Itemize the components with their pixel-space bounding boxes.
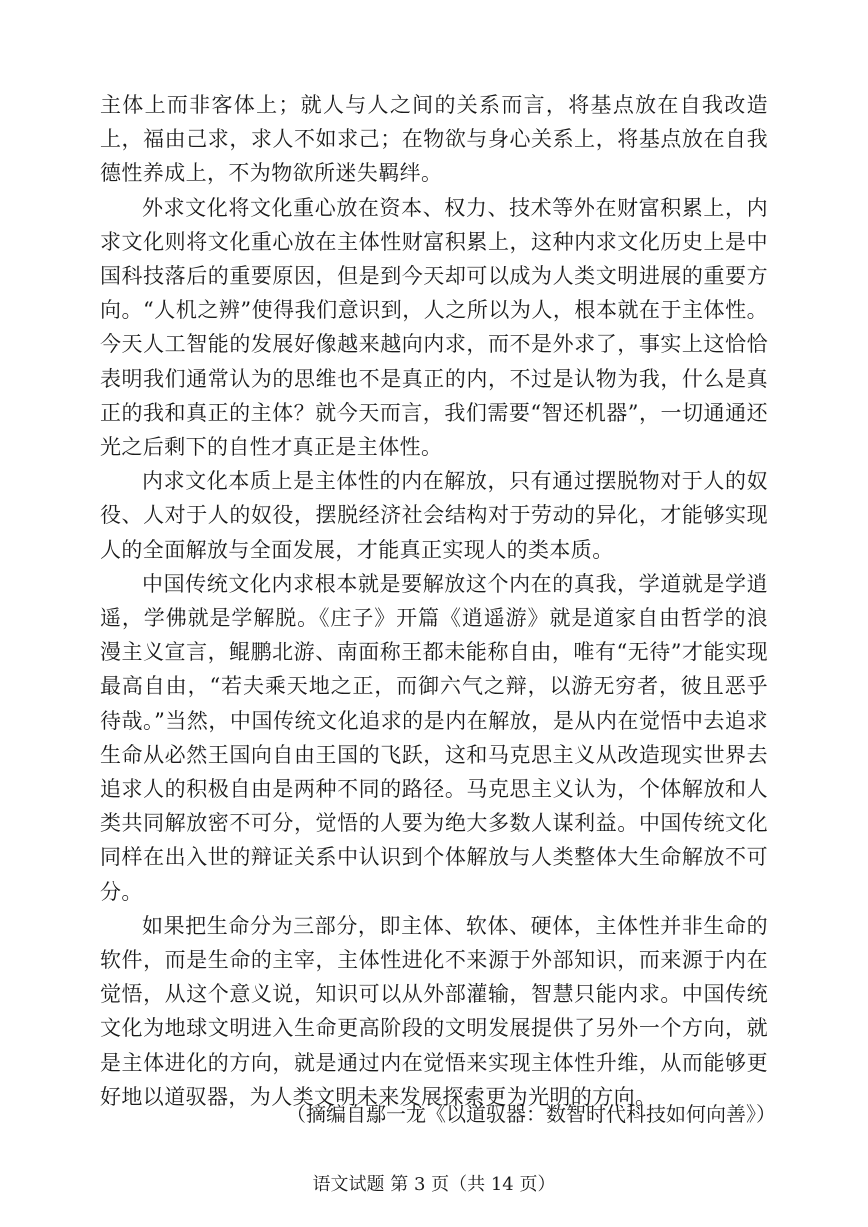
paragraph-5: 如果把生命分为三部分，即主体、软体、硬体，主体性并非生命的软件，而是生命的主宰，主体性进化不来源于外部知识，而来源于内在觉悟，从这个意义说，知识可以从外部灌输，智慧只能内求。中国传统文化为地球文明进入生命更高阶段的文明发展提供了另外一个方向，就是主体进化的方向，就是通过内在觉悟来实现主体性升维，从而能够更好地以道驭器，为人类文明未来发展探索更为光明的方向。 [100, 913, 768, 1109]
article-body [100, 88, 768, 1114]
page-footer: 语文试题 第 3 页（共 14 页） [312, 1174, 556, 1195]
paragraph-2: 外求文化将文化重心放在资本、权力、技术等外在财富积累上，内求文化则将文化重心放在主体性财富积累上，这种内求文化历史上是中国科技落后的重要原因，但是到今天却可以成为人类文明进展的重要方向。“人机之辨”使得我们意识到，人之所以为人，根本就在于主体性。今天人工智能的发展好像越来越向内求，而不是外求了，事实上这恰恰表明我们通常认为的思维也不是真正的内，不过是认物为我，什么是真正的我和真正的主体？就今天而言，我们需要“智还机器”，一切通通还光之后剩下的自性才真正是主体性。 [100, 195, 768, 460]
paragraph-4: 中国传统文化内求根本就是要解放这个内在的真我，学道就是学逍遥，学佛就是学解脱。《庄子》开篇《逍遥游》就是道家自由哲学的浪漫主义宣言，鲲鹏北游、南面称王都未能称自由，唯有“无待”才能实现最高自由，“若夫乘天地之正，而御六气之辩，以游无穷者，彼且恶乎待哉。”当然，中国传统文化追求的是内在解放，是从内在觉悟中去追求生命从必然王国向自由王国的飞跃，这和马克思主义从改造现实世界去追求人的积极自由是两种不同的路径。马克思主义认为，个体解放和人类共同解放密不可分，觉悟的人要为绝大多数人谋利益。中国传统文化同样在出入世的辩证关系中认识到个体解放与人类整体大生命解放不可分。 [100, 571, 768, 904]
paragraph-continued: 主体上而非客体上；就人与人之间的关系而言，将基点放在自我改造上，福由己求，求人不如求己；在物欲与身心关系上，将基点放在自我德性养成上，不为物欲所迷失羁绊。 [100, 93, 768, 186]
paragraph-3: 内求文化本质上是主体性的内在解放，只有通过摆脱物对于人的奴役、人对于人的奴役，摆脱经济社会结构对于劳动的异化，才能够实现人的全面解放与全面发展，才能真正实现人的类本质。 [100, 469, 768, 562]
source-citation: （摘编自鄢一龙《以道驭器：数智时代科技如何向善》） [286, 1102, 776, 1126]
